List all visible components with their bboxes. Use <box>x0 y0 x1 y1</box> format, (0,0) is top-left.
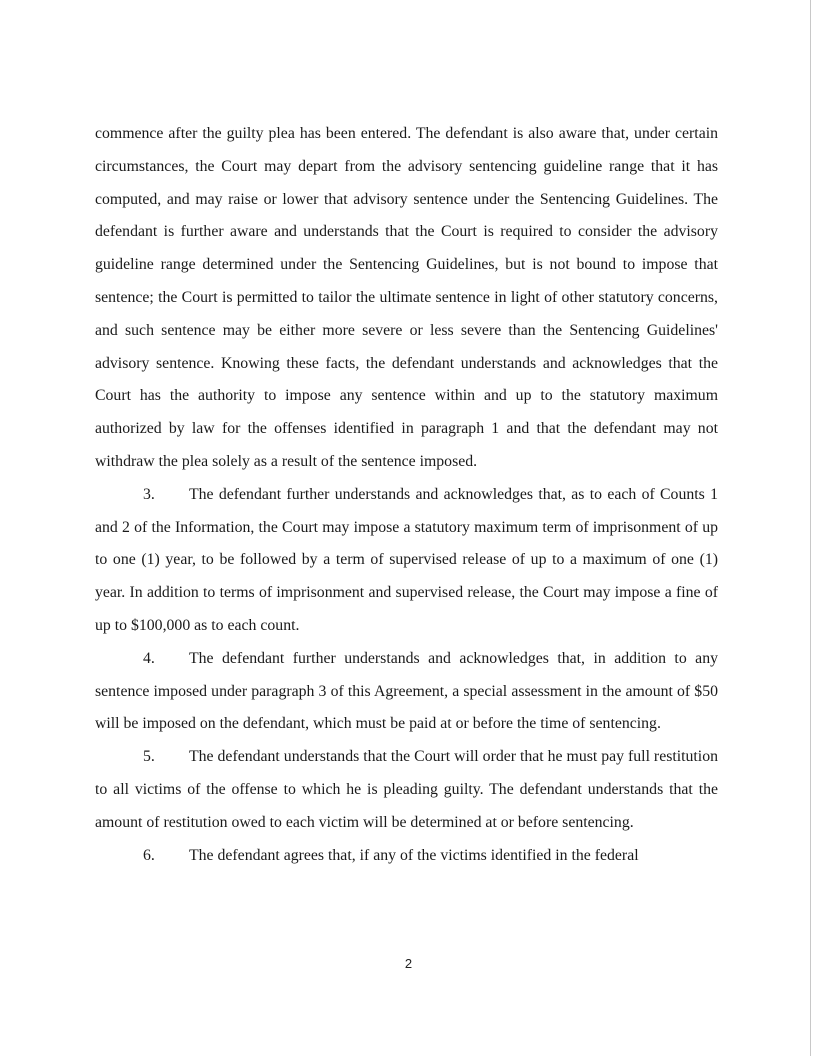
paragraph-text: commence after the guilty plea has been entered. The defendant is also aware that, under certain circumstances, the Court may depart from the advisory sentencing guideline range that it has computed, and may raise or lower that advisory sentence under the Sentencing Guidelines. The defendant is further aware and understands that the Court is required to consider the advisory guideline range determined under the Sentencing Guidelines, but is not bound to impose that sentence; the Court is permitted to tailor the ultimate sentence in light of other statutory concerns, and such sentence may be either more severe or less severe than the Sentencing Guidelines' advisory sentence. Knowing these facts, the defendant understands and acknowledges that the Court has the authority to impose any sentence within and up to the statutory maximum authorized by law for the offenses identified in paragraph 1 and that the defendant may not withdraw the plea solely as a result of the sentence imposed. <box>95 125 718 470</box>
paragraph-text: The defendant agrees that, if any of the victims identified in the federal <box>189 846 639 864</box>
paragraph-number: 4. <box>143 649 155 667</box>
paragraph-continuation <box>95 118 718 479</box>
paragraph-5 <box>95 741 718 839</box>
paragraph-number: 6. <box>143 846 155 864</box>
paragraph-3 <box>95 479 718 643</box>
paragraph-text: The defendant further understands and acknowledges that, in addition to any sentence imposed under paragraph 3 of this Agreement, a special assessment in the amount of $50 will be imposed on the defendant, which must be paid at or before the time of sentencing. <box>95 649 718 733</box>
page-edge-line <box>810 0 811 1056</box>
paragraph-text: The defendant understands that the Court will order that he must pay full restitution to all victims of the offense to which he is pleading guilty. The defendant understands that the amount of restitution owed to each victim will be determined at or before sentencing. <box>95 748 718 831</box>
paragraph-text: The defendant further understands and acknowledges that, as to each of Counts 1 and 2 of the Information, the Court may impose a statutory maximum term of imprisonment of up to one (1) year, to be followed by a term of supervised release of up to a maximum of one (1) year. In addition to terms of imprisonment and supervised release, the Court may impose a fine of up to $100,000 as to each count. <box>95 485 718 634</box>
paragraph-6 <box>95 840 718 873</box>
paragraph-number: 5. <box>143 748 155 766</box>
paragraph-number: 3. <box>143 485 155 503</box>
paragraph-4 <box>95 643 718 741</box>
page-number: 2 <box>404 956 413 971</box>
document-body <box>95 118 718 872</box>
